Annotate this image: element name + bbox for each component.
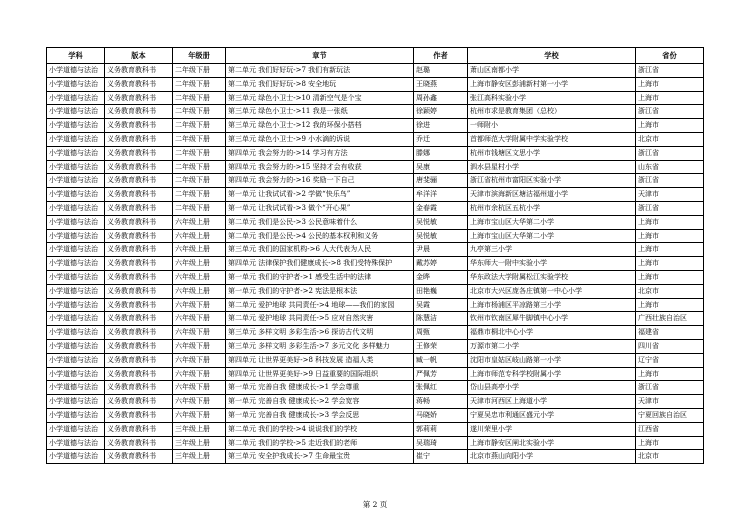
table-row [47,395,704,409]
cell-subject: 小学道德与法治 [47,257,105,271]
cell-author: 乔迁 [414,132,468,146]
table-row [47,450,704,464]
cell-chapter: 第四单元 我会努力的->14 学习有方法 [226,146,414,160]
cell-subject: 小学道德与法治 [47,339,105,353]
cell-author: 吴悦敏 [414,215,468,229]
cell-subject: 小学道德与法治 [47,229,105,243]
cell-province: 宁夏回族自治区 [636,408,704,422]
cell-author: 尹晨 [414,243,468,257]
cell-chapter: 第二单元 我们好好玩->8 安全地玩 [226,77,414,91]
cell-school: 张江高科实验小学 [468,91,636,105]
cell-school: 上海市宝山区大华第二小学 [468,229,636,243]
cell-author: 徐进 [414,119,468,133]
cell-edition: 义务教育教科书 [105,284,173,298]
cell-author: 郭莉莉 [414,422,468,436]
table-row [47,229,704,243]
cell-author: 崔宁 [414,450,468,464]
table-row [47,174,704,188]
table-row [47,422,704,436]
cell-edition: 义务教育教科书 [105,257,173,271]
cell-province: 上海市 [636,229,704,243]
header-grade: 年级册 [173,48,226,64]
cell-edition: 义务教育教科书 [105,353,173,367]
cell-author: 金春霞 [414,201,468,215]
cell-edition: 义务教育教科书 [105,77,173,91]
cell-grade: 三年级上册 [173,422,226,436]
cell-grade: 二年级下册 [173,105,226,119]
cell-school: 泗水县星村小学 [468,160,636,174]
table-row [47,339,704,353]
cell-edition: 义务教育教科书 [105,119,173,133]
cell-author: 滕娜 [414,146,468,160]
cell-school: 天津市河西区上海道小学 [468,395,636,409]
cell-school: 上海市宝山区大华第二小学 [468,215,636,229]
table-row [47,284,704,298]
cell-province: 上海市 [636,257,704,271]
cell-chapter: 第二单元 爱护地球 共同责任->5 应对自然灾害 [226,312,414,326]
cell-chapter: 第一单元 我们的守护者->2 宪法是根本法 [226,284,414,298]
data-sheet [46,47,703,464]
cell-chapter: 第一单元 完善自我 健康成长->1 学会尊重 [226,381,414,395]
table-row [47,298,704,312]
cell-subject: 小学道德与法治 [47,367,105,381]
cell-province: 四川省 [636,339,704,353]
cell-subject: 小学道德与法治 [47,91,105,105]
cell-author: 吴霞 [414,298,468,312]
cell-author: 臧一帆 [414,353,468,367]
cell-chapter: 第一单元 我们的守护者->1 感受生活中的法律 [226,270,414,284]
cell-chapter: 第一单元 完善自我 健康成长->3 学会反思 [226,408,414,422]
table-row [47,91,704,105]
cell-grade: 六年级下册 [173,312,226,326]
cell-school: 万源市第二小学 [468,339,636,353]
cell-edition: 义务教育教科书 [105,229,173,243]
cell-author: 严佩芳 [414,367,468,381]
cell-chapter: 第四单元 让世界更美好->9 日益重要的国际组织 [226,367,414,381]
cell-grade: 三年级上册 [173,436,226,450]
cell-edition: 义务教育教科书 [105,146,173,160]
cell-edition: 义务教育教科书 [105,243,173,257]
cell-school: 上海市杨浦区平凉路第三小学 [468,298,636,312]
cell-grade: 六年级上册 [173,257,226,271]
cell-edition: 义务教育教科书 [105,215,173,229]
header-row [47,48,704,64]
cell-edition: 义务教育教科书 [105,367,173,381]
cell-province: 天津市 [636,395,704,409]
cell-school: 宁夏吴忠市利通区盛元小学 [468,408,636,422]
cell-grade: 六年级上册 [173,243,226,257]
cell-author: 马晓娇 [414,408,468,422]
cell-province: 上海市 [636,367,704,381]
cell-author: 周甄 [414,326,468,340]
cell-subject: 小学道德与法治 [47,422,105,436]
table-row [47,408,704,422]
cell-edition: 义务教育教科书 [105,436,173,450]
cell-subject: 小学道德与法治 [47,201,105,215]
cell-author: 金晔 [414,270,468,284]
cell-school: 上海市静安区闸北实验小学 [468,436,636,450]
header-subject: 学科 [47,48,105,64]
cell-author: 牟洋洋 [414,188,468,202]
cell-subject: 小学道德与法治 [47,188,105,202]
cell-grade: 六年级下册 [173,353,226,367]
cell-subject: 小学道德与法治 [47,119,105,133]
cell-author: 周孙鑫 [414,91,468,105]
cell-subject: 小学道德与法治 [47,270,105,284]
cell-grade: 六年级下册 [173,339,226,353]
cell-chapter: 第二单元 我们好好玩->7 我们有新玩法 [226,64,414,78]
cell-subject: 小学道德与法治 [47,105,105,119]
cell-author: 唐斐骊 [414,174,468,188]
cell-author: 吴瑞琦 [414,436,468,450]
cell-province: 福建省 [636,326,704,340]
cell-school: 天津市滨海新区塘沽福州道小学 [468,188,636,202]
cell-province: 北京市 [636,450,704,464]
cell-chapter: 第二单元 爱护地球 共同责任->4 地球——我们的家园 [226,298,414,312]
cell-grade: 二年级下册 [173,188,226,202]
cell-school: 华东师大一附中实验小学 [468,257,636,271]
cell-chapter: 第三单元 多样文明 多彩生活->7 多元文化 多样魅力 [226,339,414,353]
cell-subject: 小学道德与法治 [47,215,105,229]
cell-chapter: 第一单元 完善自我 健康成长->2 学会宽容 [226,395,414,409]
header-province: 省份 [636,48,704,64]
cell-grade: 六年级下册 [173,381,226,395]
cell-chapter: 第三单元 绿色小卫士->12 我的环保小搭档 [226,119,414,133]
cell-edition: 义务教育教科书 [105,105,173,119]
cell-edition: 义务教育教科书 [105,395,173,409]
cell-grade: 二年级下册 [173,146,226,160]
page-number: 第 2 页 [362,500,388,509]
table-row [47,436,704,450]
cell-school: 北京市燕山向阳小学 [468,450,636,464]
header-chapter: 章节 [226,48,414,64]
cell-province: 广西壮族自治区 [636,312,704,326]
cell-edition: 义务教育教科书 [105,422,173,436]
cell-edition: 义务教育教科书 [105,381,173,395]
cell-school: 杭州市余杭区五杭小学 [468,201,636,215]
table-row [47,64,704,78]
cell-chapter: 第二单元 我们是公民->3 公民意味着什么 [226,215,414,229]
cell-edition: 义务教育教科书 [105,160,173,174]
cell-school: 首都师范大学附属中学实验学校 [468,132,636,146]
cell-author: 田艳巍 [414,284,468,298]
table-row [47,312,704,326]
cell-edition: 义务教育教科书 [105,326,173,340]
cell-subject: 小学道德与法治 [47,353,105,367]
cell-province: 北京市 [636,132,704,146]
cell-school: 钦州市钦南区犀牛脚镇中心小学 [468,312,636,326]
cell-grade: 二年级下册 [173,201,226,215]
cell-subject: 小学道德与法治 [47,160,105,174]
cell-province: 浙江省 [636,64,704,78]
cell-subject: 小学道德与法治 [47,312,105,326]
cell-chapter: 第三单元 绿色小卫士->9 小水滴的诉说 [226,132,414,146]
cell-grade: 二年级下册 [173,160,226,174]
header-school: 学校 [468,48,636,64]
cell-subject: 小学道德与法治 [47,395,105,409]
cell-author: 吴悦敏 [414,229,468,243]
cell-province: 辽宁省 [636,353,704,367]
cell-province: 浙江省 [636,146,704,160]
cell-grade: 六年级下册 [173,408,226,422]
cell-province: 上海市 [636,119,704,133]
cell-province: 上海市 [636,270,704,284]
cell-edition: 义务教育教科书 [105,298,173,312]
cell-province: 浙江省 [636,201,704,215]
cell-edition: 义务教育教科书 [105,91,173,105]
cell-grade: 二年级下册 [173,174,226,188]
cell-subject: 小学道德与法治 [47,408,105,422]
cell-author: 蒋畅 [414,395,468,409]
cell-school: 一师附小 [468,119,636,133]
cell-grade: 三年级上册 [173,450,226,464]
cell-chapter: 第三单元 绿色小卫士->10 清新空气是个宝 [226,91,414,105]
table-row [47,326,704,340]
cell-subject: 小学道德与法治 [47,243,105,257]
cell-grade: 二年级下册 [173,77,226,91]
cell-province: 上海市 [636,436,704,450]
cell-chapter: 第四单元 让世界更美好->8 科技发展 造福人类 [226,353,414,367]
table-row [47,160,704,174]
table-row [47,257,704,271]
cell-author: 赵璐 [414,64,468,78]
cell-chapter: 第三单元 多样文明 多彩生活->6 探访古代文明 [226,326,414,340]
table-row [47,270,704,284]
cell-chapter: 第二单元 我们的学校->4 说说我们的学校 [226,422,414,436]
table-row [47,201,704,215]
cell-province: 上海市 [636,91,704,105]
cell-subject: 小学道德与法治 [47,77,105,91]
table-row [47,132,704,146]
table-row [47,243,704,257]
cell-grade: 二年级下册 [173,132,226,146]
cell-province: 北京市 [636,284,704,298]
cell-author: 陈慧洁 [414,312,468,326]
cell-chapter: 第三单元 我们的国家机构->6 人大代表为人民 [226,243,414,257]
cell-grade: 六年级上册 [173,215,226,229]
cell-province: 浙江省 [636,105,704,119]
cell-school: 沈阳市皇姑区岐山路第一小学 [468,353,636,367]
cell-chapter: 第四单元 我会努力的->15 坚持才会有收获 [226,160,414,174]
table-row [47,77,704,91]
cell-subject: 小学道德与法治 [47,132,105,146]
cell-chapter: 第三单元 绿色小卫士->11 我是一张纸 [226,105,414,119]
cell-edition: 义务教育教科书 [105,174,173,188]
cell-subject: 小学道德与法治 [47,174,105,188]
cell-chapter: 第四单元 法律保护我们健康成长->8 我们受特殊保护 [226,257,414,271]
cell-school: 北京市大兴区庞各庄镇第一中心小学 [468,284,636,298]
cell-school: 浙江省杭州市富阳区实验小学 [468,174,636,188]
cell-edition: 义务教育教科书 [105,450,173,464]
cell-school: 萧山区南都小学 [468,64,636,78]
cell-province: 山东省 [636,160,704,174]
cell-chapter: 第一单元 让我试试看->2 学做“快乐鸟” [226,188,414,202]
cell-edition: 义务教育教科书 [105,339,173,353]
cell-chapter: 第三单元 安全护我成长->7 生命最宝贵 [226,450,414,464]
table-row [47,119,704,133]
cell-subject: 小学道德与法治 [47,284,105,298]
cell-subject: 小学道德与法治 [47,450,105,464]
cell-chapter: 第二单元 我们的学校->5 走近我们的老师 [226,436,414,450]
cell-school: 杭州市钱塘区文思小学 [468,146,636,160]
table-row [47,105,704,119]
cell-province: 天津市 [636,188,704,202]
cell-grade: 六年级上册 [173,270,226,284]
cell-grade: 六年级上册 [173,229,226,243]
cell-province: 上海市 [636,77,704,91]
cell-edition: 义务教育教科书 [105,312,173,326]
cell-province: 浙江省 [636,381,704,395]
cell-grade: 六年级上册 [173,284,226,298]
cell-subject: 小学道德与法治 [47,381,105,395]
table-row [47,215,704,229]
cell-subject: 小学道德与法治 [47,64,105,78]
cell-school: 岱山县高亭小学 [468,381,636,395]
cell-school: 福鼎市桐北中心小学 [468,326,636,340]
table-row [47,146,704,160]
cell-grade: 六年级下册 [173,298,226,312]
table-row [47,367,704,381]
cell-author: 戴苏婷 [414,257,468,271]
cell-province: 江西省 [636,422,704,436]
cell-grade: 二年级下册 [173,119,226,133]
cell-chapter: 第二单元 我们是公民->4 公民的基本权利和义务 [226,229,414,243]
cell-province: 上海市 [636,243,704,257]
cell-edition: 义务教育教科书 [105,270,173,284]
cell-edition: 义务教育教科书 [105,188,173,202]
cell-school: 上海市静安区彭浦新村第一小学 [468,77,636,91]
cell-chapter: 第一单元 让我试试看->3 做个“开心果” [226,201,414,215]
cell-author: 徐颖婷 [414,105,468,119]
cell-province: 浙江省 [636,174,704,188]
cell-province: 上海市 [636,298,704,312]
cell-edition: 义务教育教科书 [105,132,173,146]
course-table [46,47,704,464]
header-author: 作者 [414,48,468,64]
cell-edition: 义务教育教科书 [105,408,173,422]
cell-subject: 小学道德与法治 [47,146,105,160]
cell-edition: 义务教育教科书 [105,201,173,215]
table-row [47,188,704,202]
cell-subject: 小学道德与法治 [47,436,105,450]
cell-author: 王修荣 [414,339,468,353]
cell-school: 华东政法大学附属松江实验学校 [468,270,636,284]
header-edition: 版本 [105,48,173,64]
cell-grade: 六年级下册 [173,395,226,409]
cell-school: 杭州市求是教育集团（总校） [468,105,636,119]
table-row [47,353,704,367]
cell-subject: 小学道德与法治 [47,298,105,312]
cell-grade: 二年级下册 [173,91,226,105]
cell-province: 上海市 [636,215,704,229]
cell-author: 王晓燕 [414,77,468,91]
cell-edition: 义务教育教科书 [105,64,173,78]
cell-school: 遂川荣里小学 [468,422,636,436]
cell-school: 九亭第三小学 [468,243,636,257]
cell-author: 张佩红 [414,381,468,395]
cell-grade: 六年级下册 [173,326,226,340]
cell-grade: 六年级下册 [173,367,226,381]
cell-grade: 二年级下册 [173,64,226,78]
cell-school: 上海市师范专科学校附属小学 [468,367,636,381]
cell-chapter: 第四单元 我会努力的->16 奖励一下自己 [226,174,414,188]
cell-author: 吴康 [414,160,468,174]
cell-subject: 小学道德与法治 [47,326,105,340]
table-row [47,381,704,395]
